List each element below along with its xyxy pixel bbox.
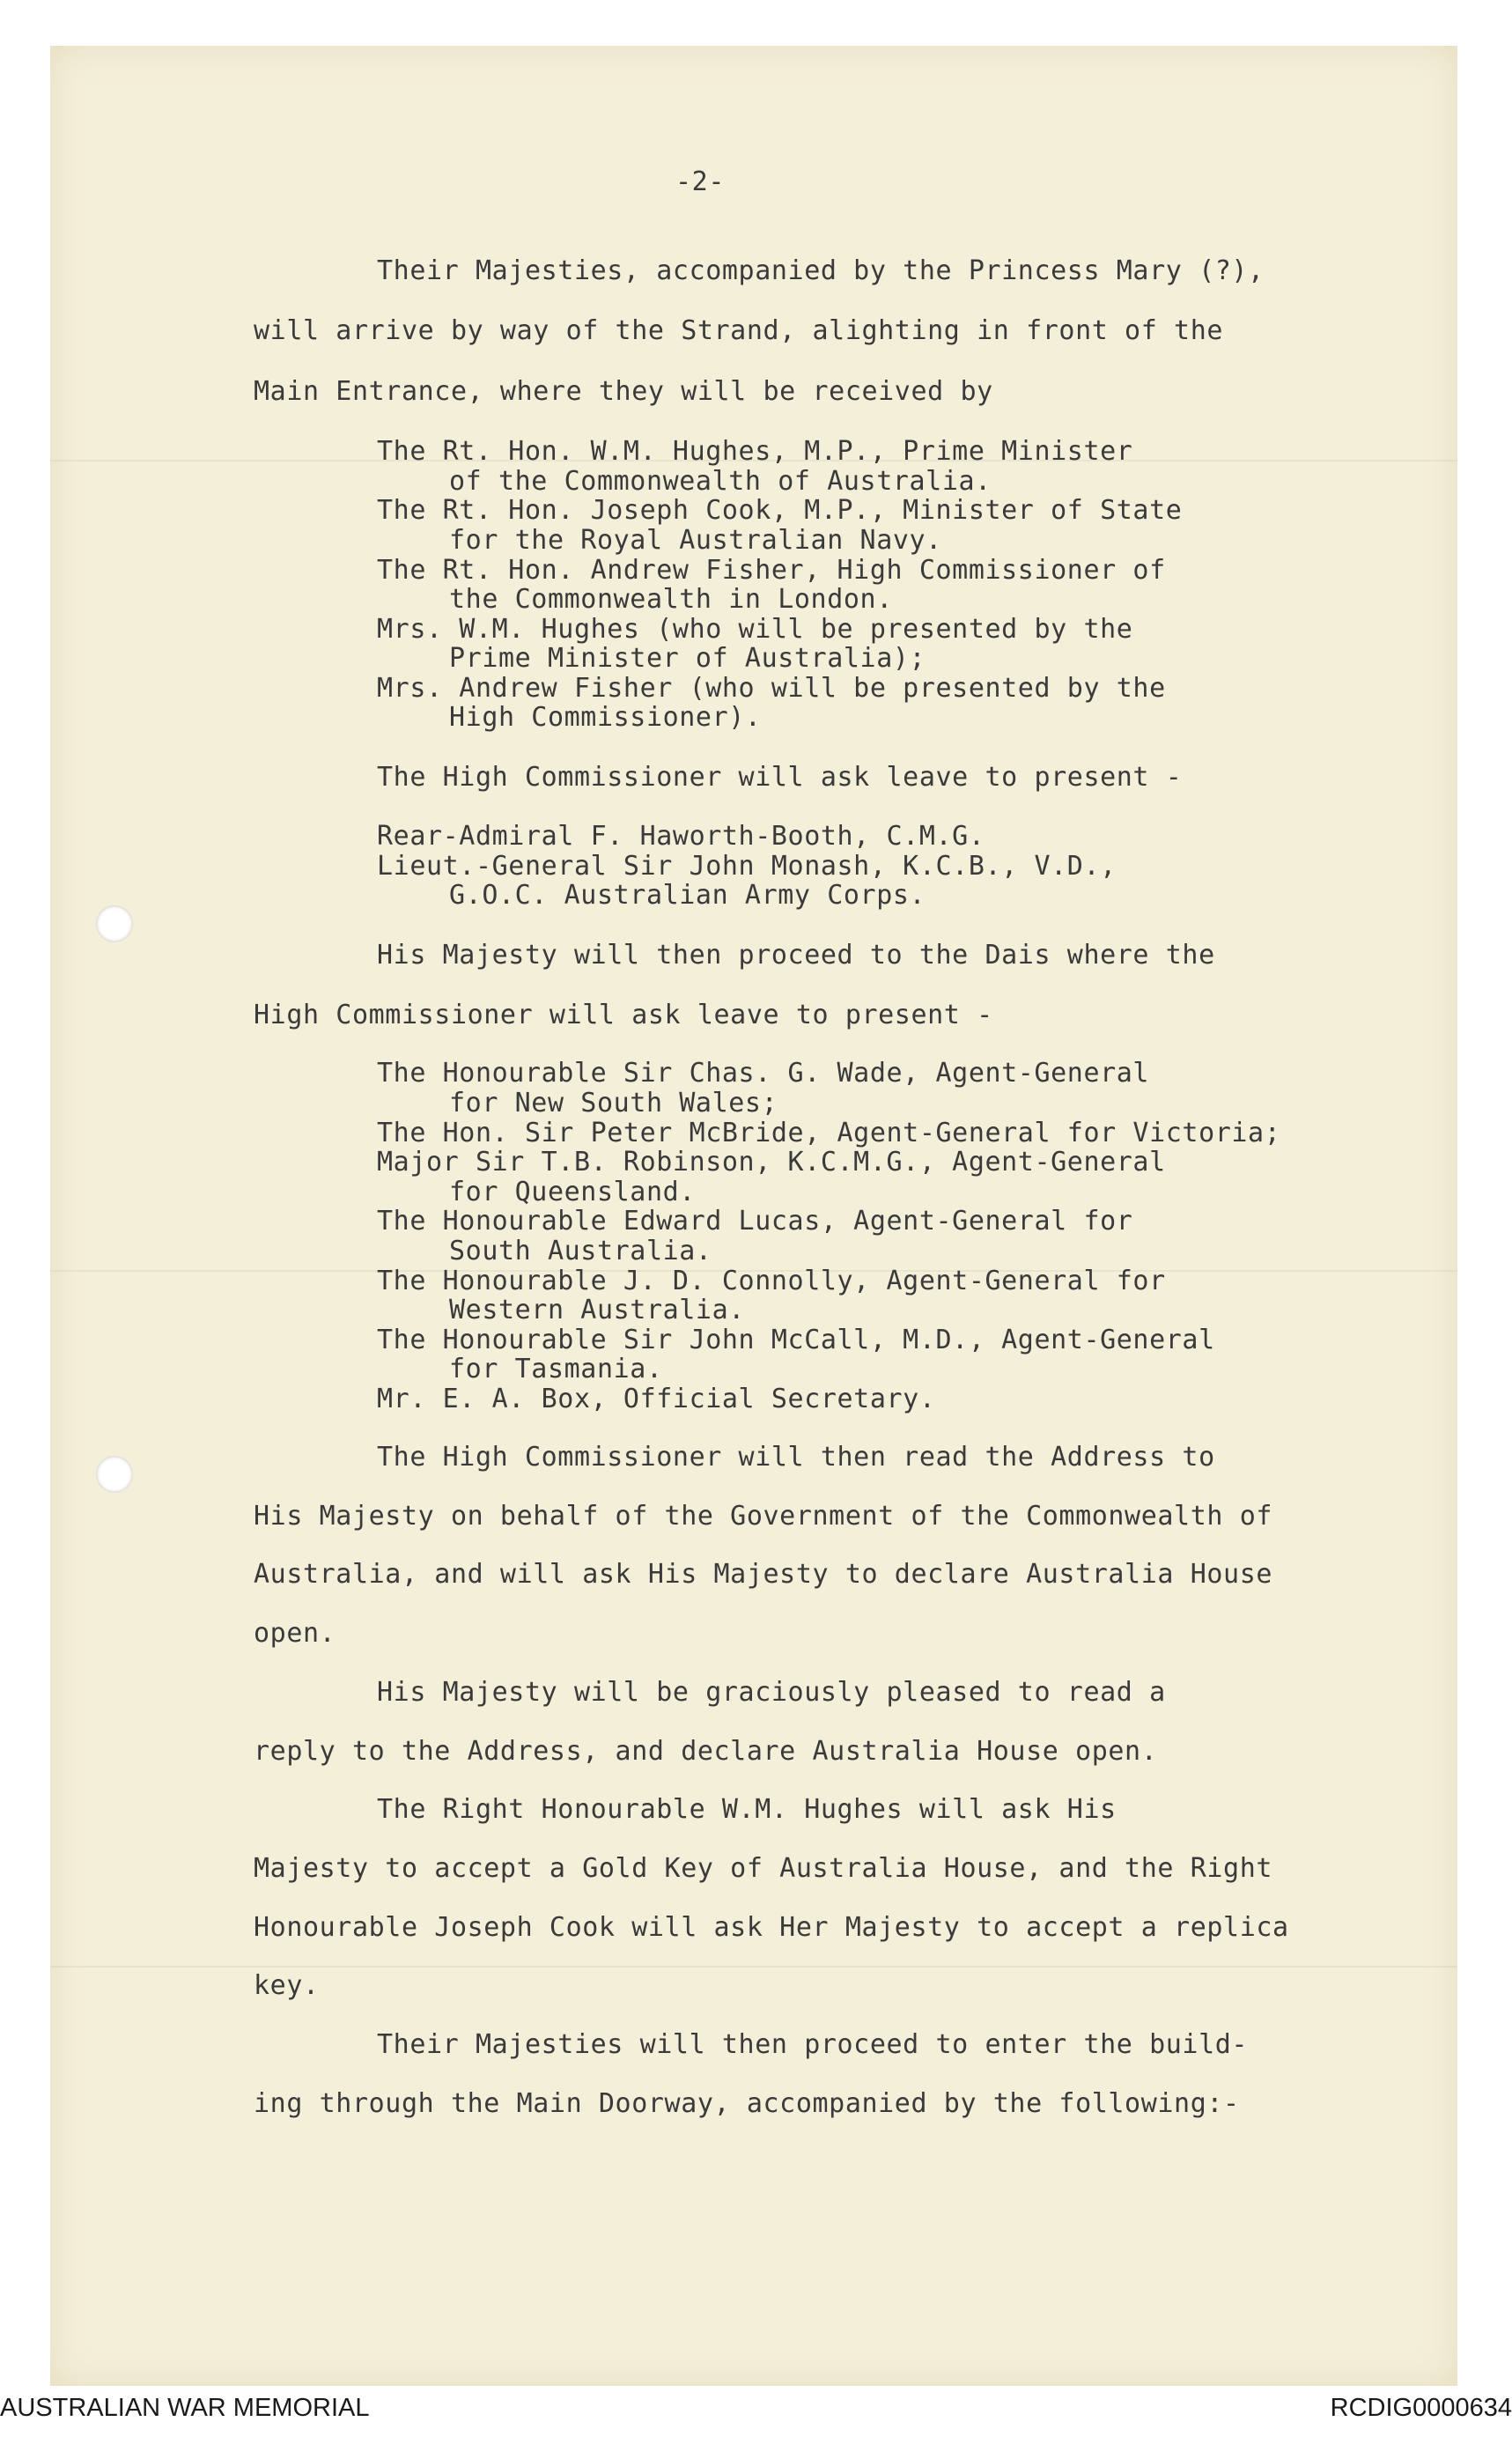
body-line: The Rt. Hon. Andrew Fisher, High Commissioner of [377, 555, 1166, 586]
body-line: His Majesty will then proceed to the Dais where the [377, 940, 1215, 971]
paper-fold [50, 1966, 1457, 1968]
body-line: Their Majesties will then proceed to enter the build- [377, 2029, 1249, 2060]
body-line: The Honourable Sir Chas. G. Wade, Agent-General [377, 1058, 1150, 1089]
body-line: South Australia. [449, 1236, 712, 1266]
body-line: The High Commissioner will then read the Address to [377, 1442, 1215, 1473]
body-line: The High Commissioner will ask leave to present - [377, 762, 1183, 793]
body-line: Mrs. Andrew Fisher (who will be presented by the [377, 673, 1166, 704]
body-line: Their Majesties, accompanied by the Princess Mary (?), [377, 255, 1265, 286]
body-line: for Queensland. [449, 1177, 696, 1207]
body-line: for Tasmania. [449, 1354, 663, 1384]
body-line: ing through the Main Doorway, accompanied by the following:- [254, 2088, 1240, 2119]
body-line: The Rt. Hon. Joseph Cook, M.P., Minister of State [377, 495, 1183, 526]
body-line: The Honourable Edward Lucas, Agent-General for [377, 1206, 1133, 1237]
body-line: will arrive by way of the Strand, alighting in front of the [254, 315, 1224, 346]
body-line: Mr. E. A. Box, Official Secretary. [377, 1384, 936, 1414]
body-line: Mrs. W.M. Hughes (who will be presented by the [377, 614, 1133, 645]
body-line: Main Entrance, where they will be received by [254, 376, 993, 407]
body-line: His Majesty on behalf of the Government of the Commonwealth of [254, 1501, 1273, 1532]
body-line: Lieut.-General Sir John Monash, K.C.B., V.D., [377, 851, 1117, 882]
body-line: The Honourable J. D. Connolly, Agent-General for [377, 1266, 1166, 1296]
body-line: The Honourable Sir John McCall, M.D., Agent-General [377, 1325, 1215, 1355]
body-line: His Majesty will be graciously pleased to read a [377, 1677, 1166, 1708]
body-line: Rear-Admiral F. Haworth-Booth, C.M.G. [377, 821, 985, 852]
body-line: Major Sir T.B. Robinson, K.C.M.G., Agent-General [377, 1147, 1166, 1178]
body-line: for the Royal Australian Navy. [449, 525, 942, 556]
body-line: Australia, and will ask His Majesty to declare Australia House [254, 1559, 1273, 1590]
body-line: key. [254, 1970, 320, 2001]
body-line: High Commissioner). [449, 702, 762, 733]
footer-record-id: RCDIG0000634 [1330, 2394, 1512, 2422]
body-line: G.O.C. Australian Army Corps. [449, 880, 926, 911]
body-line: of the Commonwealth of Australia. [449, 466, 992, 497]
body-line: Western Australia. [449, 1295, 745, 1325]
body-line: The Hon. Sir Peter McBride, Agent-General for Victoria; [377, 1118, 1281, 1148]
page-number: -2- [675, 166, 725, 197]
body-line: The Rt. Hon. W.M. Hughes, M.P., Prime Minister [377, 436, 1133, 467]
body-line: Honourable Joseph Cook will ask Her Majesty to accept a replica [254, 1912, 1289, 1943]
body-line: High Commissioner will ask leave to present - [254, 1000, 993, 1030]
footer-archive-name: AUSTRALIAN WAR MEMORIAL [0, 2394, 370, 2422]
body-line: reply to the Address, and declare Australia House open. [254, 1736, 1158, 1767]
body-line: Majesty to accept a Gold Key of Australia House, and the Right [254, 1853, 1273, 1884]
body-line: open. [254, 1618, 336, 1649]
body-line: The Right Honourable W.M. Hughes will ask His [377, 1794, 1117, 1825]
punch-hole [96, 905, 133, 942]
body-line: the Commonwealth in London. [449, 584, 893, 615]
body-line: Prime Minister of Australia); [449, 643, 926, 674]
punch-hole [96, 1456, 133, 1493]
body-line: for New South Wales; [449, 1088, 778, 1119]
